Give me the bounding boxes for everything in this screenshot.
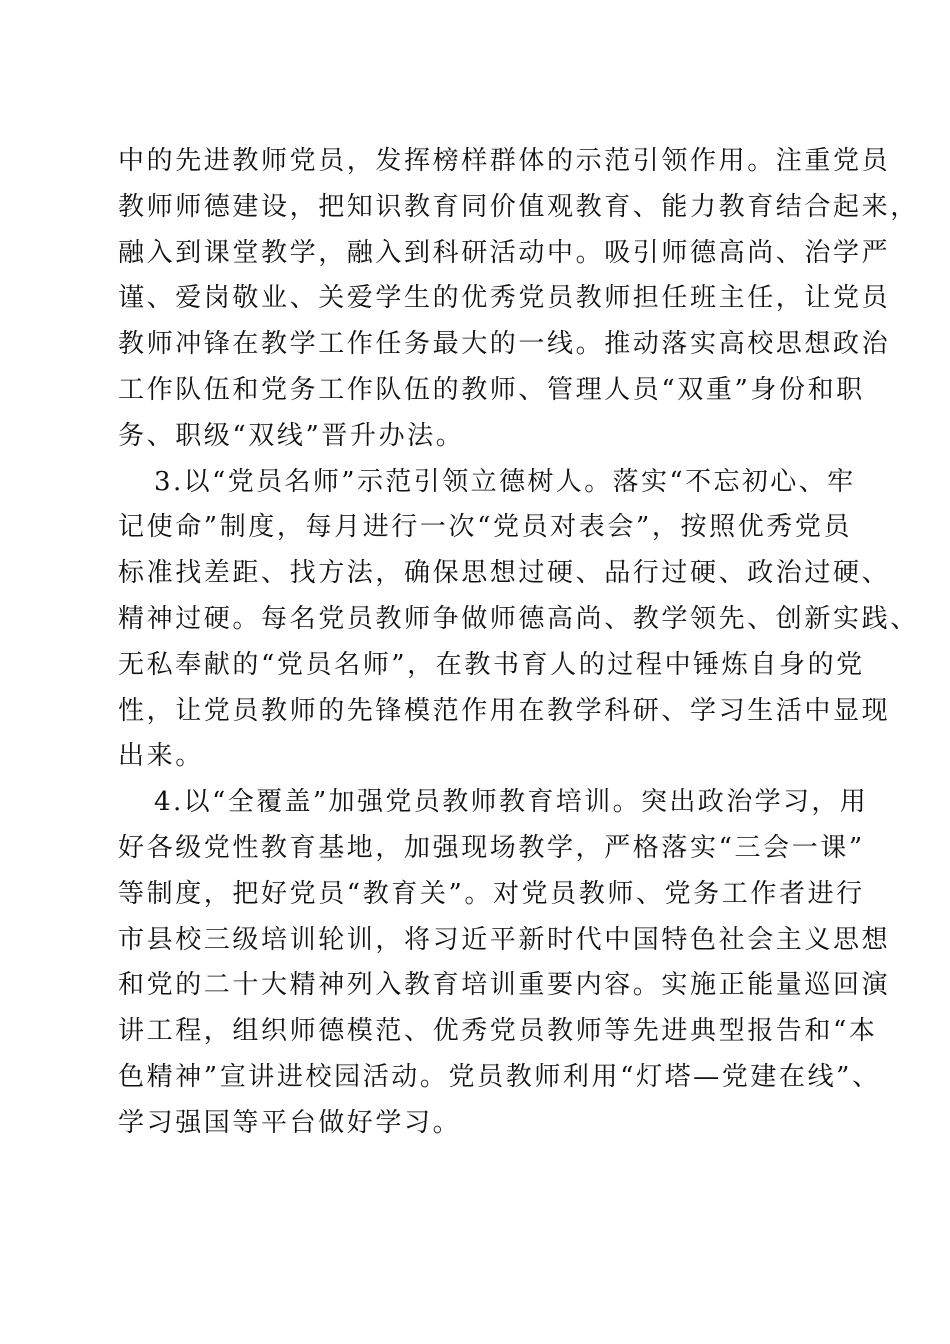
text-line: 性，让党员教师的先锋模范作用在教学科研、学习生活中显现 bbox=[118, 695, 891, 726]
text-line: 无私奉献的“党员名师”，在教书育人的过程中锤炼自身的党 bbox=[118, 649, 865, 680]
paragraph-4-heading-line: 4.以“全覆盖”加强党员教师教育培训。突出政治学习，用 bbox=[154, 787, 869, 818]
document-body bbox=[118, 139, 919, 1147]
text-line: 好各级党性教育基地，加强现场教学，严格落实“三会一课” bbox=[118, 832, 865, 863]
text-line: 谨、爱岗敬业、关爱学生的优秀党员教师担任班主任，让党员 bbox=[118, 283, 891, 314]
text-line: 出来。 bbox=[118, 741, 204, 772]
text-line: 记使命”制度，每月进行一次“党员对表会”，按照优秀党员 bbox=[118, 512, 853, 543]
text-line: 务、职级“双线”晋升办法。 bbox=[118, 420, 465, 451]
text-line: 中的先进教师党员，发挥榜样群体的示范引领作用。注重党员 bbox=[118, 146, 891, 176]
text-line: 色精神”宣讲进校园活动。党员教师利用“灯塔—党建在线”、 bbox=[118, 1061, 881, 1092]
text-line: 工作队伍和党务工作队伍的教师、管理人员“双重”身份和职 bbox=[118, 374, 865, 405]
text-line: 学习强国等平台做好学习。 bbox=[118, 1107, 462, 1138]
paragraph-3-heading-line: 3.以“党员名师”示范引领立德树人。落实“不忘初心、牢 bbox=[154, 466, 856, 497]
text-line: 教师冲锋在教学工作任务最大的一线。推动落实高校思想政治 bbox=[118, 329, 891, 360]
text-line: 市县校三级培训轮训，将习近平新时代中国特色社会主义思想 bbox=[118, 924, 891, 955]
text-line: 等制度，把好党员“教育关”。对党员教师、党务工作者进行 bbox=[118, 878, 865, 909]
text-line: 教师师德建设，把知识教育同价值观教育、能力教育结合起来， bbox=[118, 191, 919, 222]
text-line: 讲工程，组织师德模范、优秀党员教师等先进典型报告和“本 bbox=[118, 1016, 878, 1047]
text-line: 精神过硬。每名党员教师争做师德高尚、教学领先、创新实践、 bbox=[118, 603, 919, 634]
text-line: 标准找差距、找方法，确保思想过硬、品行过硬、政治过硬、 bbox=[118, 558, 891, 589]
text-line: 融入到课堂教学，融入到科研活动中。吸引师德高尚、治学严 bbox=[118, 237, 891, 268]
text-line: 和党的二十大精神列入教育培训重要内容。实施正能量巡回演 bbox=[118, 970, 891, 1001]
